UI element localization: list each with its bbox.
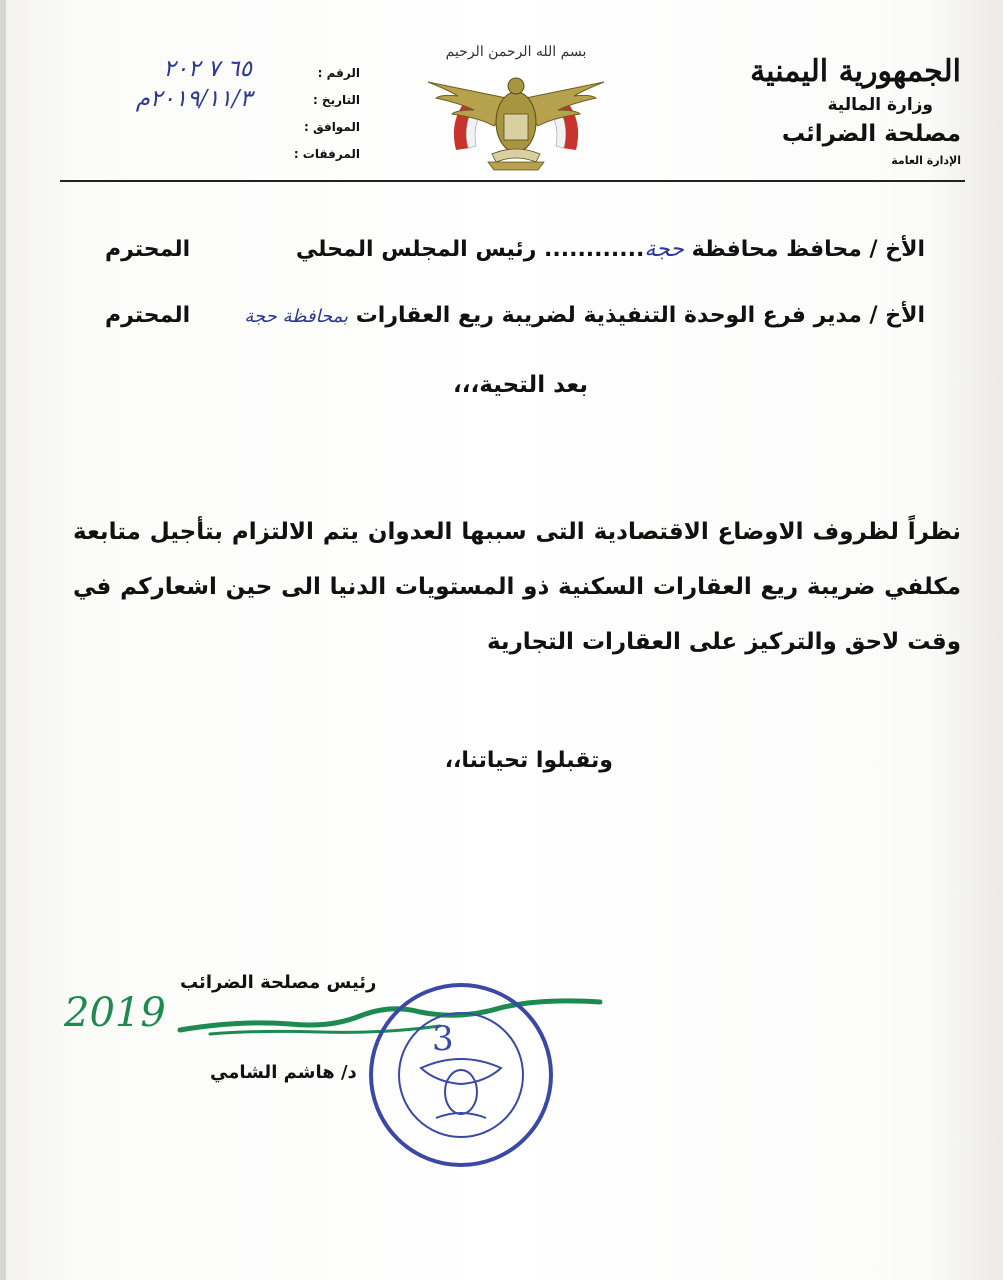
country-name: الجمهورية اليمنية	[750, 54, 961, 89]
ref-row-attachments	[40, 143, 360, 170]
ref-value-number: ٦٥ ٧ ٢٠٢	[163, 56, 252, 82]
ref-label: المرفقات :	[293, 147, 360, 161]
ref-value-corresponding: ٢٠١٩/١١/٣م	[135, 86, 252, 112]
ministry-name: وزارة المالية	[827, 95, 933, 115]
authority-name: مصلحة الضرائب	[781, 121, 961, 147]
salutation: المحترم	[105, 237, 191, 262]
signatory-name: د/ هاشم الشامي	[210, 1062, 357, 1083]
reference-fields	[40, 56, 360, 170]
body-paragraph: نظراً لظروف الاوضاع الاقتصادية التى سببها العدوان يتم الالتزام بتأجيل متابعة مكلفي ضريبة ريع العقارات السكنية ذو المستويات الدنيا الى حين اشعاركم في وقت لاحق والتركيز على العقارات التجارية	[73, 519, 961, 655]
letterhead-right	[721, 52, 961, 168]
recipient-line-2	[75, 296, 925, 336]
salutation: المحترم	[105, 303, 191, 328]
handwritten-governorate: بمحافظة حجة	[244, 306, 349, 327]
basmala-text: بسم الله الرحمن الرحيم	[445, 44, 587, 60]
official-stamp-icon	[366, 980, 556, 1170]
handwritten-date: 2019	[64, 990, 166, 1036]
recipient-text: الأخ / مدير فرع الوحدة التنفيذية لضريبة ريع العقارات	[348, 303, 925, 328]
header-divider	[60, 180, 965, 182]
department-name: الإدارة العامة	[891, 154, 961, 167]
recipient-text: الأخ / محافظ محافظة	[683, 237, 925, 262]
signatory-title: رئيس مصلحة الضرائب	[180, 972, 377, 993]
page-edge	[0, 0, 6, 1280]
ref-label: الموافق :	[304, 120, 360, 134]
yemen-eagle-emblem-icon	[418, 38, 614, 178]
ref-label: التاريخ :	[312, 93, 360, 107]
closing-line: وتقبلوا تحياتنا،،	[444, 748, 613, 773]
handwritten-governorate: حجة	[644, 237, 684, 262]
ref-label: الرقم :	[317, 66, 360, 80]
recipient-tail: ............ رئيس المجلس المحلي	[295, 237, 645, 262]
ref-row-number	[40, 56, 360, 89]
greeting: بعد التحية،،،	[453, 372, 588, 398]
stamp-number: 3	[432, 1019, 454, 1059]
recipient-line-1	[75, 230, 925, 270]
